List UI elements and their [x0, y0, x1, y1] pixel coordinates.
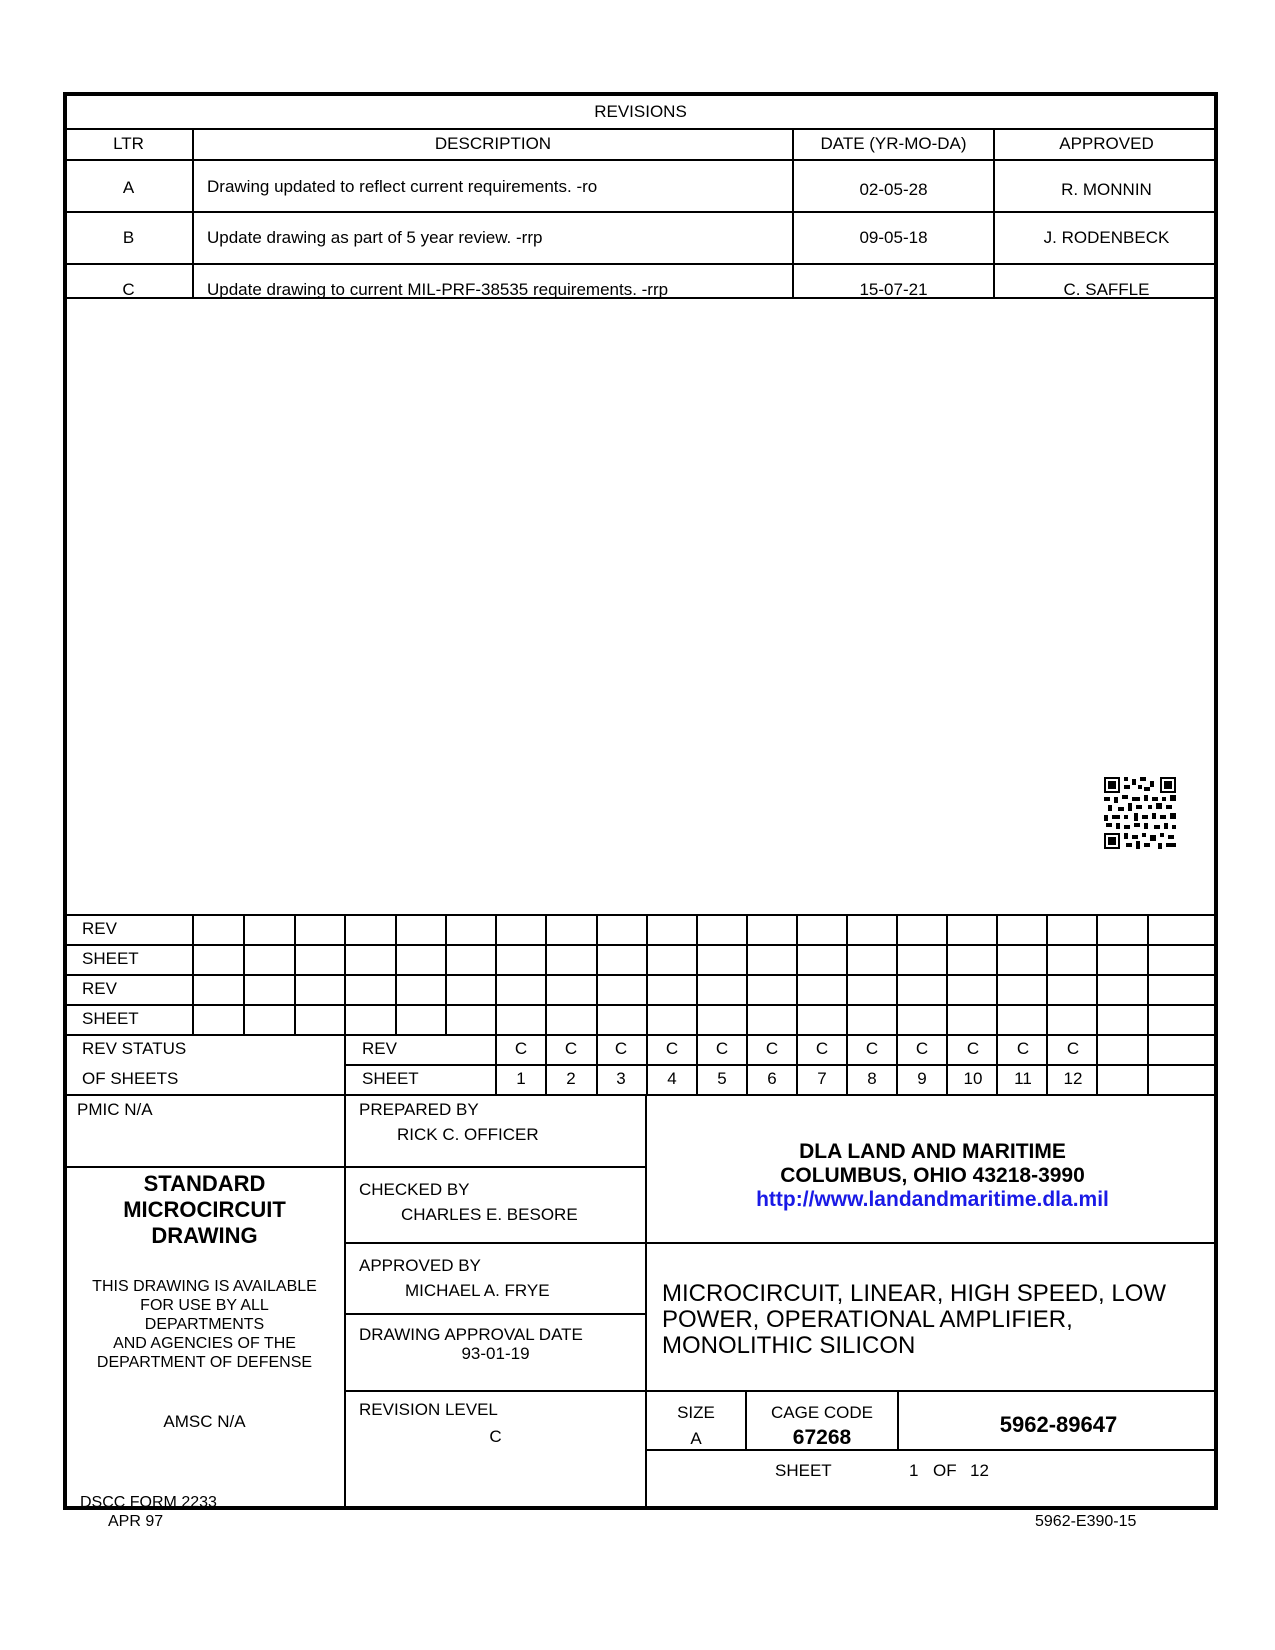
revision-approved: J. RODENBECK	[1043, 228, 1170, 247]
approved-by-value: MICHAEL A. FRYE	[405, 1281, 550, 1300]
divider	[63, 159, 1218, 161]
qr-code-icon	[1104, 777, 1176, 849]
title-line: STANDARD	[143, 1171, 266, 1196]
sheet-number-cell: 8	[867, 1069, 877, 1088]
revision-description: Update drawing as part of 5 year review. -rrp	[207, 228, 543, 247]
divider	[344, 1313, 646, 1315]
divider	[63, 1004, 1218, 1006]
checked-by-label: CHECKED BY	[359, 1180, 470, 1199]
revisions-header-description: DESCRIPTION	[434, 134, 552, 153]
divider	[1096, 914, 1098, 1094]
drawing-number: 5962-89647	[999, 1412, 1118, 1437]
revision-date: 15-07-21	[859, 280, 928, 299]
approval-date-label: DRAWING APPROVAL DATE	[359, 1325, 583, 1344]
sheet-of-label: OF	[933, 1461, 957, 1480]
rev-status-cell: C	[665, 1039, 679, 1058]
title-line: MICROCIRCUIT	[123, 1197, 286, 1222]
rev-status-cell: C	[715, 1039, 729, 1058]
grid-sheet-label: SHEET	[82, 949, 139, 968]
sheet-number: 1	[909, 1461, 919, 1480]
revision-ltr: B	[122, 228, 135, 247]
approval-date-value: 93-01-19	[461, 1344, 530, 1363]
cage-code-value: 67268	[792, 1426, 852, 1449]
availability-line: DEPARTMENT OF DEFENSE	[96, 1354, 313, 1371]
revision-description: Update drawing to current MIL-PRF-38535 requirements. -rrp	[207, 280, 669, 299]
cage-code-label: CAGE CODE	[770, 1403, 874, 1422]
rev-status-label: REV STATUS	[82, 1039, 187, 1058]
status-sheet-label: SHEET	[362, 1069, 419, 1088]
rev-status-cell: C	[1066, 1039, 1080, 1058]
divider	[63, 944, 1218, 946]
sheet-number-cell: 10	[963, 1069, 983, 1088]
availability-line: AND AGENCIES OF THE	[113, 1335, 296, 1352]
divider	[796, 914, 798, 1094]
divider	[344, 1390, 1218, 1392]
prepared-by-label: PREPARED BY	[359, 1100, 479, 1119]
rev-status-cell: C	[1016, 1039, 1030, 1058]
description-line: MICROCIRCUIT, LINEAR, HIGH SPEED, LOW	[662, 1280, 1167, 1307]
divider	[896, 914, 898, 1094]
rev-status-cell: C	[966, 1039, 980, 1058]
sheet-number-cell: 11	[1014, 1069, 1032, 1088]
divider	[192, 914, 194, 1034]
rev-status-cell: C	[815, 1039, 829, 1058]
sheet-number-cell: 2	[566, 1069, 576, 1088]
agency-url-link[interactable]: http://www.landandmaritime.dla.mil	[756, 1188, 1109, 1211]
prepared-by-value: RICK C. OFFICER	[397, 1125, 539, 1144]
revision-approved: C. SAFFLE	[1063, 280, 1150, 299]
divider	[645, 1449, 1218, 1451]
rev-status-cell: C	[915, 1039, 929, 1058]
divider	[344, 1064, 1218, 1066]
revision-date: 09-05-18	[859, 228, 928, 247]
divider	[1147, 914, 1149, 1094]
divider	[63, 974, 1218, 976]
sheet-number-cell: 7	[817, 1069, 827, 1088]
title-line: DRAWING	[151, 1223, 258, 1248]
divider	[63, 914, 1218, 916]
divider	[846, 914, 848, 1094]
divider	[294, 914, 296, 1034]
rev-status-cell: C	[514, 1039, 528, 1058]
sheet-label: SHEET	[775, 1461, 832, 1480]
divider	[646, 914, 648, 1094]
sheet-number-cell: 12	[1063, 1069, 1083, 1088]
amsc-label: AMSC N/A	[163, 1412, 246, 1431]
of-sheets-label: OF SHEETS	[82, 1069, 179, 1088]
approved-by-label: APPROVED BY	[359, 1256, 481, 1275]
document-id: 5962-E390-15	[1035, 1513, 1137, 1530]
form-number: DSCC FORM 2233	[80, 1494, 217, 1511]
divider	[696, 914, 698, 1094]
status-rev-label: REV	[362, 1039, 397, 1058]
agency-line: DLA LAND AND MARITIME	[799, 1140, 1066, 1163]
divider	[344, 1242, 646, 1244]
rev-status-cell: C	[765, 1039, 779, 1058]
checked-by-value: CHARLES E. BESORE	[401, 1205, 578, 1224]
size-value: A	[690, 1429, 702, 1448]
divider	[445, 914, 447, 1034]
revision-date: 02-05-28	[859, 180, 928, 199]
revisions-header-approved: APPROVED	[1059, 134, 1154, 153]
divider	[344, 1166, 646, 1168]
divider	[596, 914, 598, 1094]
revision-level-value: C	[489, 1427, 502, 1446]
divider	[63, 1094, 1218, 1096]
rev-status-cell: C	[564, 1039, 578, 1058]
divider	[243, 914, 245, 1034]
grid-sheet-label: SHEET	[82, 1009, 139, 1028]
divider	[495, 914, 497, 1094]
rev-status-cell: C	[865, 1039, 879, 1058]
grid-rev-label: REV	[82, 979, 117, 998]
availability-line: FOR USE BY ALL	[140, 1297, 269, 1314]
revision-approved: R. MONNIN	[1061, 180, 1152, 199]
divider	[344, 914, 346, 1094]
divider	[63, 263, 1218, 265]
revision-ltr: A	[122, 178, 135, 197]
divider	[746, 914, 748, 1094]
description-line: MONOLITHIC SILICON	[662, 1332, 916, 1359]
divider	[645, 1242, 1218, 1244]
size-label: SIZE	[677, 1403, 715, 1422]
form-date: APR 97	[108, 1513, 164, 1530]
agency-line: COLUMBUS, OHIO 43218-3990	[780, 1164, 1085, 1187]
grid-rev-label: REV	[82, 919, 117, 938]
divider	[63, 211, 1218, 213]
divider	[545, 914, 547, 1094]
divider	[395, 914, 397, 1034]
divider	[344, 1094, 346, 1510]
availability-line: THIS DRAWING IS AVAILABLE	[92, 1278, 317, 1295]
availability-line: DEPARTMENTS	[144, 1316, 265, 1333]
divider	[63, 1034, 1218, 1036]
divider	[996, 914, 998, 1094]
sheet-number-cell: 5	[717, 1069, 727, 1088]
sheet-number-cell: 9	[917, 1069, 927, 1088]
sheet-number-cell: 6	[767, 1069, 777, 1088]
revision-level-label: REVISION LEVEL	[359, 1400, 498, 1419]
revisions-header-date: DATE (YR-MO-DA)	[820, 134, 967, 153]
revision-ltr: C	[122, 280, 135, 299]
divider	[1046, 914, 1048, 1094]
sheet-number-cell: 4	[667, 1069, 677, 1088]
sheet-number-cell: 1	[516, 1069, 526, 1088]
revisions-title: REVISIONS	[594, 102, 687, 121]
pmic-label: PMIC N/A	[77, 1100, 153, 1119]
sheet-number-cell: 3	[616, 1069, 626, 1088]
revisions-header-ltr: LTR	[113, 134, 144, 153]
divider	[946, 914, 948, 1094]
divider	[63, 128, 1218, 130]
divider	[63, 1166, 345, 1168]
description-line: POWER, OPERATIONAL AMPLIFIER,	[662, 1306, 1073, 1333]
revision-description: Drawing updated to reflect current requirements. -ro	[207, 177, 598, 196]
sheet-total: 12	[970, 1461, 989, 1480]
rev-status-cell: C	[614, 1039, 628, 1058]
